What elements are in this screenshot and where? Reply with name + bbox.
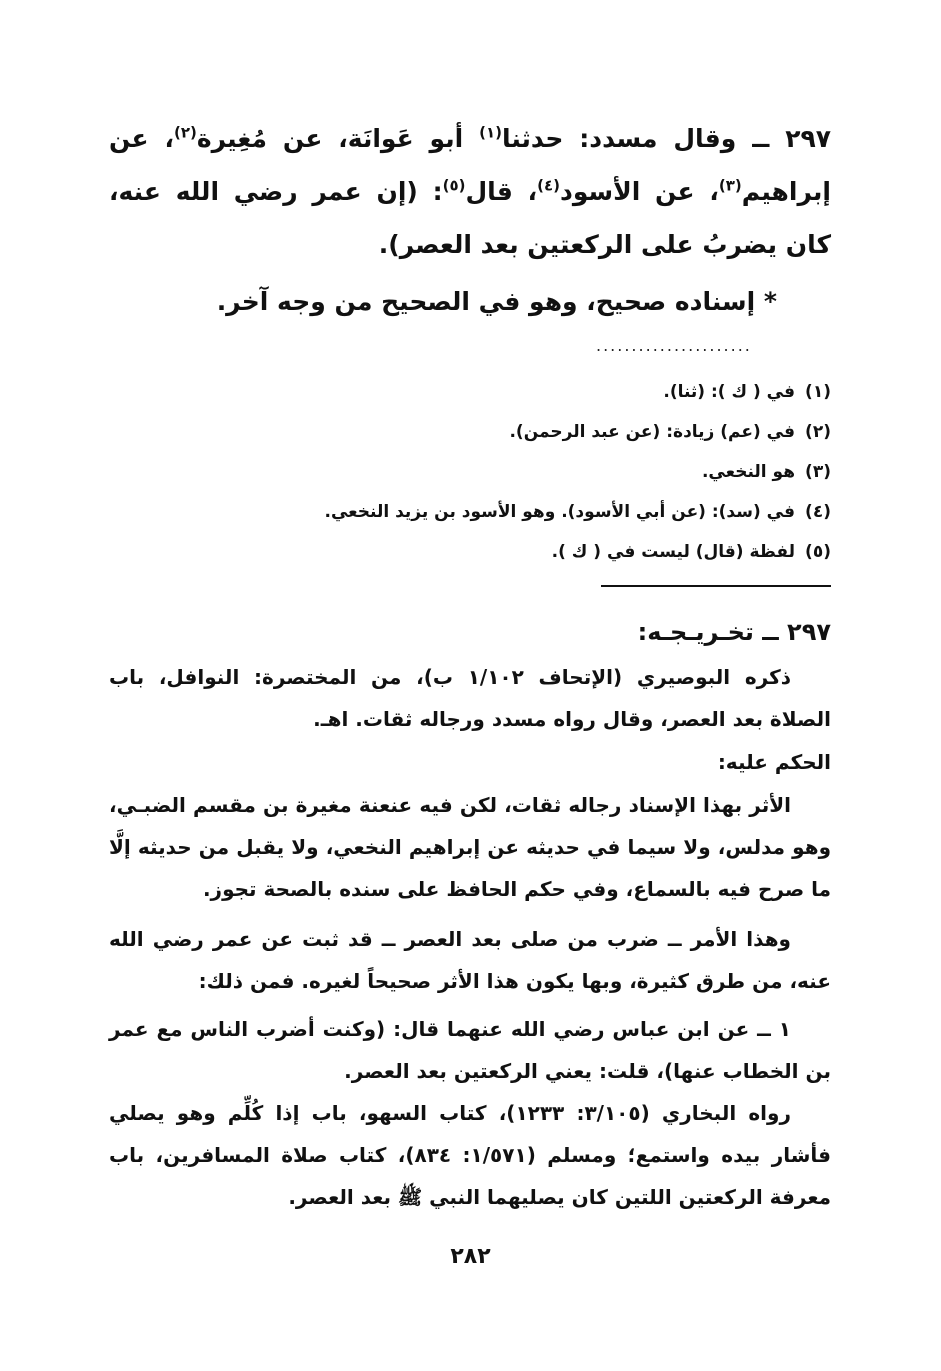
footnote-number: (٥) <box>805 542 831 562</box>
footnote-text: في (سد): (عن أبي الأسود). وهو الأسود بن يزيد النخعي. <box>324 502 795 522</box>
hadith-text-segment: ، قال <box>465 177 538 206</box>
takhrij-paragraph: ذكره البوصيري (الإتحاف ١/١٠٢ ب)، من المختصرة: النوافل، باب الصلاة بعد العصر، وقال رواه مسدد ورجاله ثقات. اهـ. <box>109 665 831 731</box>
hukm-paragraph: ١ ــ عن ابن عباس رضي الله عنهما قال: (وكنت أضرب الناس مع عمر بن الخطاب عنها)، قلت: يعني الركعتين بعد العصر. <box>109 1017 831 1083</box>
footnote-item <box>131 532 831 572</box>
page-number: ٢٨٢ <box>450 1244 491 1269</box>
dotted-separator: ...................... <box>596 336 752 355</box>
hadith-text <box>109 112 831 271</box>
footnote-number: (١) <box>805 382 831 402</box>
section-divider <box>601 585 831 587</box>
footnote-item <box>131 412 831 452</box>
footnote-text: هو النخعي. <box>701 462 795 482</box>
footnote-number: (٢) <box>805 422 831 442</box>
hadith-text-segment: أبو عَوانَة، عن مُغِيرة <box>196 124 480 153</box>
hadith-text-segment: : (إن عمر رضي الله عنه، كان يضربُ على الركعتين بعد العصر). <box>109 177 831 259</box>
takhrij-heading: ٢٩٧ ــ تخـريـجـه: <box>637 618 831 646</box>
footnote-marker: (١) <box>479 123 502 142</box>
footnote-text: لفظة (قال) ليست في ( ك ). <box>551 542 795 562</box>
hadith-text-segment: ، عن إبراهيم <box>109 124 831 206</box>
footnote-text: في (عم) زيادة: (عن عبد الرحمن). <box>509 422 795 442</box>
hukm-paragraph: الأثر بهذا الإسناد رجاله ثقات، لكن فيه عنعنة مغيرة بن مقسم الضبـي، وهو مدلس، ولا سيما في حديثه عن إبراهيم النخعي، ولا يقبل من حديثه إلَّا ما صرح فيه بالسماع، وفي حكم الحافظ على سنده بالصحة تجوز. <box>109 793 831 901</box>
footnote-number: (٣) <box>805 462 831 482</box>
isnad-grading: * إسناده صحيح، وهو في الصحيح من وجه آخر. <box>216 287 777 316</box>
hadith-text-segment: ــ وقال مسدد: حدثنا <box>501 124 786 153</box>
footnote-marker: (٤) <box>537 176 561 195</box>
footnote-marker: (٢) <box>173 123 197 142</box>
footnote-item <box>131 492 831 532</box>
hukm-paragraph: رواه البخاري (٣/١٠٥: ١٢٣٣)، كتاب السهو، باب إذا كُلِّم وهو يصلي فأشار بيده واستمع؛ ومسلم (١/٥٧١: ٨٣٤)، كتاب صلاة المسافرين، باب معرفة الركعتين اللتين كان يصليهما النبي ﷺ بعد العصر. <box>109 1101 831 1209</box>
hadith-text-segment: ، عن الأسود <box>560 177 719 206</box>
footnote-item <box>131 452 831 492</box>
footnote-marker: (٣) <box>718 176 742 195</box>
hukm-heading: الحكم عليه: <box>717 750 831 774</box>
footnote-marker: (٥) <box>442 176 466 195</box>
hukm-paragraph: وهذا الأمر ــ ضرب من صلى بعد العصر ــ قد ثبت عن عمر رضي الله عنه، من طرق كثيرة، وبها يكون هذا الأثر صحيحاً لغيره. فمن ذلك: <box>109 927 831 993</box>
footnote-number: (٤) <box>805 502 831 522</box>
footnote-item <box>131 372 831 412</box>
footnotes-list <box>131 372 831 572</box>
footnote-text: في ( ك ): (ثنا). <box>663 382 795 402</box>
hadith-number: ٢٩٧ <box>785 124 831 153</box>
